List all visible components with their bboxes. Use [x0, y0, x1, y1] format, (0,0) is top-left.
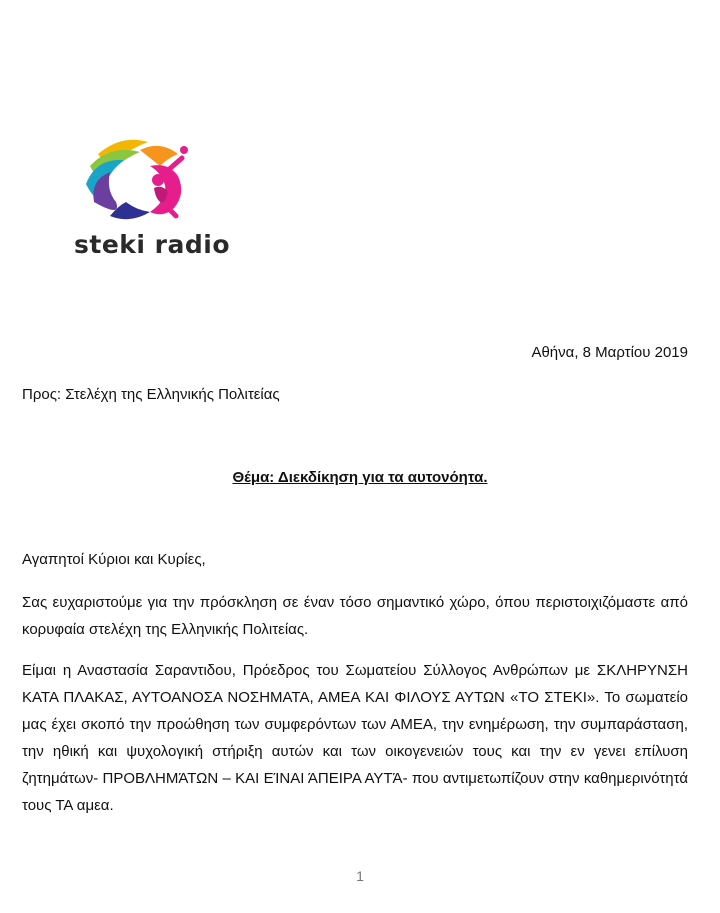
letter-subject: Θέμα: Διεκδίκηση για τα αυτονόητα. — [232, 469, 488, 486]
logo-wordmark: steki radio — [74, 230, 231, 259]
letter-paragraph: Είμαι η Αναστασία Σαραντιδου, Πρόεδρος του Σωματείου Σύλλογος Ανθρώπων με ΣΚΛΗΡΥΝΣΗ ΚΑΤΑ ΠΛΑΚΑΣ, ΑΥΤΟΑΝΟΣΑ ΝΟΣΗΜΑΤΑ, ΑΜΕΑ ΚΑΙ ΦΙΛΟΥΣ ΑΥΤΩΝ «ΤΟ ΣΤΕΚΙ». Το σωματείο μας έχει σκοπό την προώθηση των συμφερόντων των ΑΜΕΑ, την ενημέρωση, την συμπαράσταση, την ηθική και ψυχολογική στήριξη αυτών και των οικογενειών τους και την εν γενει επίλυση ζητημάτων- ΠΡΟΒΛΗΜΆΤΩΝ – ΚΑΙ ΕΊΝΑΙ ΆΠΕΙΡΑ ΑΥΤΆ- που αντιμετωπίζουν στην καθημερινότητά τους ΤΑ αμεα. — [22, 662, 688, 814]
letter-recipient: Προς: Στελέχη της Ελληνικής Πολιτείας — [22, 386, 280, 403]
steki-radio-logo — [70, 132, 231, 262]
letter-salutation: Αγαπητοί Κύριοι και Κυρίες, — [22, 551, 206, 568]
letter-date: Αθήνα, 8 Μαρτίου 2019 — [531, 344, 688, 361]
logo-splash-icon — [80, 132, 200, 227]
letter-paragraph: Σας ευχαριστούμε για την πρόσκληση σε έναν τόσο σημαντικό χώρο, όπου περιστοιχιζόμαστε από κορυφαία στελέχη της Ελληνικής Πολιτείας. — [22, 594, 688, 638]
page-number: 1 — [356, 868, 364, 884]
